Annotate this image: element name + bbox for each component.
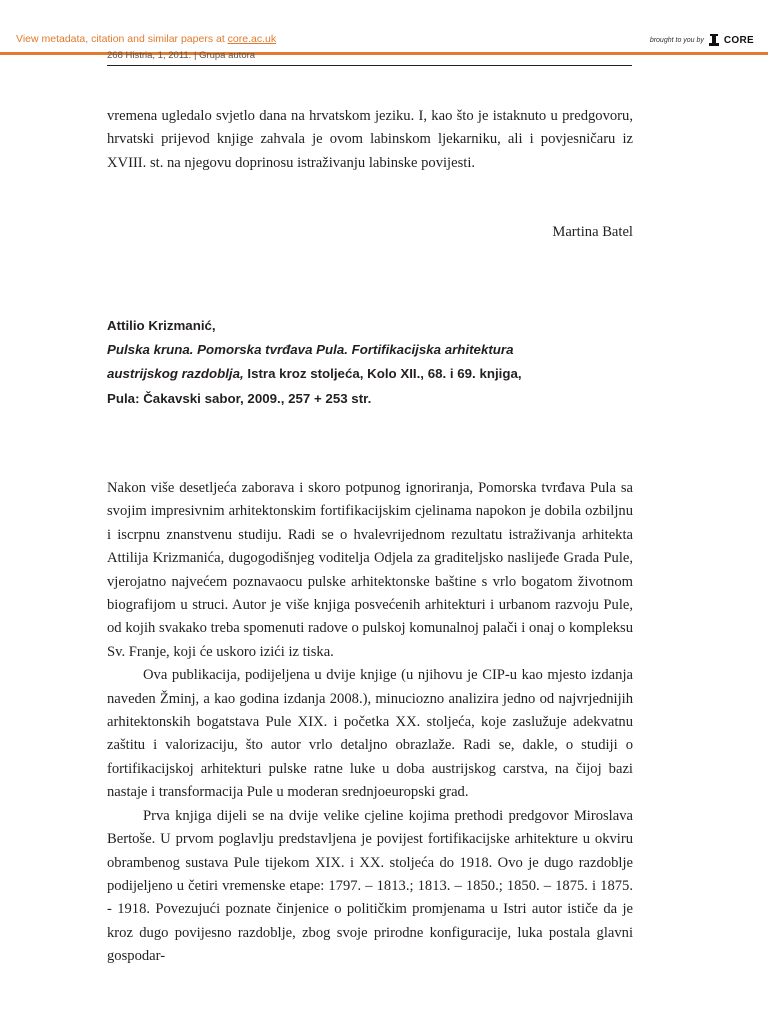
review2-book-author: Attilio Krizmanić,	[107, 318, 216, 333]
core-metadata-link-text[interactable]	[16, 33, 276, 45]
review2-body	[107, 477, 633, 969]
core-banner	[0, 0, 768, 55]
review1-paragraph	[107, 105, 633, 175]
review2-bibliographic-entry	[107, 314, 633, 411]
running-head: 268 Histria, 1, 2011. | Grupa autora	[107, 51, 632, 66]
core-logo-icon	[708, 33, 720, 47]
core-wordmark: CORE	[723, 34, 754, 46]
review2-paragraph-2: Ova publikacija, podijeljena u dvije knjige (u njihovu je CIP-u kao mjesto izdanja naveden Žminj, a kao godina izdanja 2008.), minuciozno analizira jedno od najvrjednijih arhitektonskih bogatstava Pule XIX. i početka XX. stoljeća, koje zaslužuje adekvatnu zaštitu i valorizaciju, što autor vrlo detaljno obrazlaže. Radi se, dakle, o studiji o fortifikacijskoj arhitekturi pulske ratne luke u doba austrijskog carstva, na čijoj bazi nastaje i transformacija Pule u moderan srednjoeuropski grad.	[107, 667, 633, 801]
review1-text: vremena ugledalo svjetlo dana na hrvatskom jeziku. I, kao što je istaknuto u predgovoru, hrvatski prijevod knjige zahvala je ovom labinskom ljekarniku, ali i povjesničaru iz XVIII. st. na njegovu doprinosu istraživanju labinske povijesti.	[107, 108, 633, 171]
review2-book-title-line1: Pulska kruna. Pomorska tvrđava Pula. Fortifikacijska arhitektura	[107, 342, 514, 358]
brought-to-you-text: brought to you by	[649, 36, 704, 44]
core-brand[interactable]	[650, 33, 754, 47]
core-link[interactable]: core.ac.uk	[227, 33, 277, 45]
review2-book-title-italic: austrijskog razdoblja,	[107, 366, 244, 382]
review2-series: Istra kroz stoljeća, Kolo XII., 68. i 69. knjiga,	[243, 366, 522, 382]
review1-author-signature: Martina Batel	[552, 224, 633, 240]
review2-publisher-line: Pula: Čakavski sabor, 2009., 257 + 253 str.	[107, 390, 372, 406]
review2-paragraph-1: Nakon više desetljeća zaborava i skoro potpunog ignoriranja, Pomorska tvrđava Pula sa svojim impresivnim arhitektonskim fortifikacijskim cjelinama napokon je dobila ozbiljnu i iscrpnu znanstvenu studiju. Radi se o hvalevrijednom rezultatu istraživanja arhitekta Attilija Krizmanića, dugogodišnjeg voditelja Odjela za graditeljsko naslijeđe Grada Pule, vjerojatno najvećem poznavaocu pulske arhitektonske baštine s vrlo bogatom životnom biografijom u struci. Autor je više knjiga posvećenih arhitekturi i urbanom razvoju Pule, od kojih svakako treba spomenuti radove o pulskoj komunalnoj palači i onaj o kompleksu Sv. Franje, koji će uskoro izići iz tiska.	[107, 480, 633, 660]
review2-paragraph-3: Prva knjiga dijeli se na dvije velike cjeline kojima prethodi predgovor Miroslava Bertoše. U prvom poglavlju predstavljena je povijest fortifikacijske arhitekture u okviru obrambenog sustava Pule tijekom XIX. i XX. stoljeća do 1918. Ovo je dugo razdoblje podijeljeno u četiri vremenske etape: 1797. – 1813.; 1813. – 1850.; 1850. – 1875. i 1875. - 1918. Povezujući poznate činjenice o političkim promjenama u Istri autor ističe da je kroz dugo povijesno razdoblje, zbog svoje prirodne konfiguracije, luka postala glavni gospodar-	[107, 807, 633, 965]
core-link-prefix: View metadata, citation and similar papers at	[16, 33, 228, 45]
review2-book-title-line2	[107, 362, 633, 386]
